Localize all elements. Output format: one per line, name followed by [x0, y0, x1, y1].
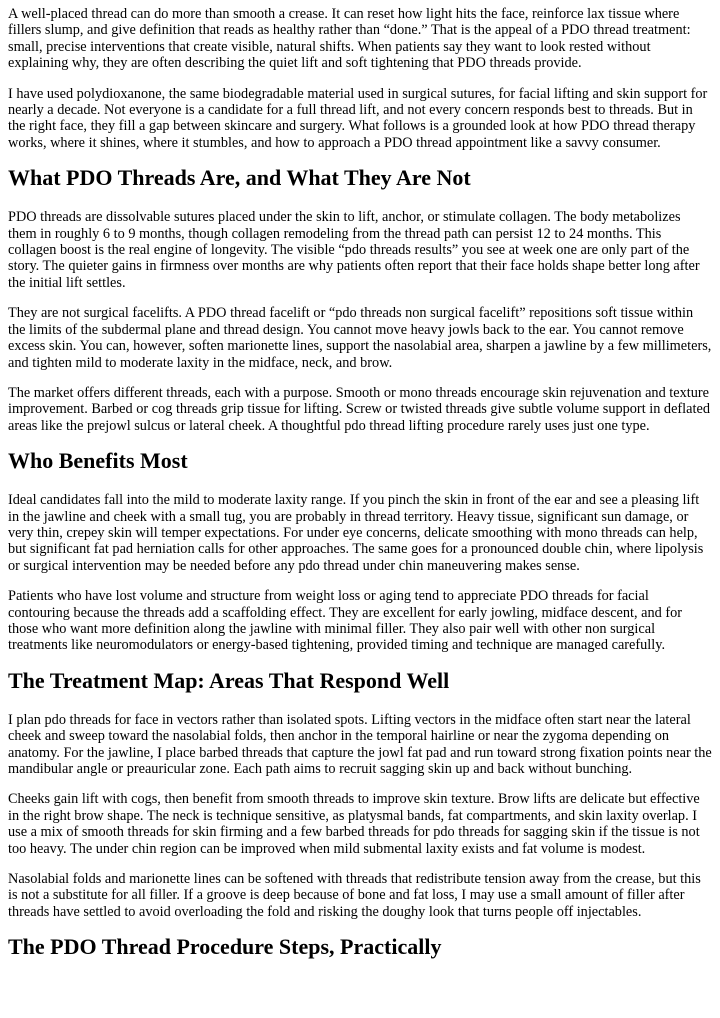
- body-paragraph: Cheeks gain lift with cogs, then benefit from smooth threads to improve skin texture. Brow lifts are delicate but effective in the right brow shape. The neck is technique sensitive, as platysmal bands, fat compartments, and skin laxity overlap. I use a mix of smooth threads for skin firming and a few barbed threads for pdo threads for sagging skin if the tissue is not too heavy. The under chin region can be improved when mild submental laxity exists and fat volume is modest.: [8, 791, 700, 857]
- body-paragraph: I plan pdo threads for face in vectors rather than isolated spots. Lifting vectors in the midface often start near the lateral cheek and sweep toward the nasolabial folds, then anchor in the temporal hairline or near the zygoma depending on anatomy. For the jawline, I place barbed threads that capture the jowl fat pad and run toward strong fixation points near the mandibular angle or preauricular zone. Each path aims to recruit sagging skin up and back without bunching.: [8, 711, 712, 777]
- body-paragraph: The market offers different threads, each with a purpose. Smooth or mono threads encourage skin rejuvenation and texture improvement. Barbed or cog threads grip tissue for lifting. Screw or twisted threads give subtle volume support in deflated areas like the prejowl sulcus or lateral cheek. A thoughtful pdo thread lifting procedure rarely uses just one type.: [8, 384, 710, 434]
- section-heading: Who Benefits Most: [8, 448, 188, 474]
- body-paragraph: Patients who have lost volume and structure from weight loss or aging tend to appreciate PDO threads for facial contouring because the threads add a scaffolding effect. They are excellent for early jowling, midface descent, and for those who want more definition along the jawline with minimal filler. They also pair well with other non surgical treatments like neuromodulators or energy-based tightening, provided timing and technique are managed carefully.: [8, 588, 683, 654]
- body-paragraph: Nasolabial folds and marionette lines can be softened with threads that redistribute tension away from the crease, but this is not a substitute for all filler. If a groove is deep because of bone and fat loss, I may use a small amount of filler after threads have settled to avoid overloading the fold and risking the doughy look that turns people off injectables.: [8, 871, 701, 920]
- treatment-map-section: [8, 668, 712, 920]
- who-benefits-section: [8, 448, 712, 654]
- body-paragraph: They are not surgical facelifts. A PDO thread facelift or “pdo threads non surgical facelift” repositions soft tissue within the limits of the subdermal plane and thread design. You cannot move heavy jowls back to the ear. You cannot remove excess skin. You can, however, soften marionette lines, support the nasolabial area, sharpen a jawline by a few millimeters, and tighten mild to moderate laxity in the midface, neck, and brow.: [8, 305, 712, 371]
- procedure-steps-section: [8, 934, 712, 960]
- body-paragraph: PDO threads are dissolvable sutures placed under the skin to lift, anchor, or stimulate collagen. The body metabolizes them in roughly 6 to 9 months, though collagen remodeling from the thread path can persist 12 to 24 months. This collagen boost is the real engine of longevity. The visible “pdo threads results” you see at week one are only part of the story. The quieter gains in firmness over months are why patients often report that their face holds shape better long after the initial lift settles.: [8, 209, 700, 291]
- intro-section: [8, 6, 712, 151]
- body-paragraph: Ideal candidates fall into the mild to moderate laxity range. If you pinch the skin in front of the ear and see a pleasing lift in the jawline and cheek with a small tug, you are probably in thread territory. Heavy tissue, significant sun damage, or very thin, crepey skin will temper expectations. For under eye concerns, delicate smoothing with mono threads can help, but significant fat pad herniation calls for other approaches. The same goes for a pronounced double chin, where lipolysis or surgical intervention may be needed before any pdo thread under chin maneuvering makes sense.: [8, 492, 704, 574]
- body-paragraph: I have used polydioxanone, the same biodegradable material used in surgical sutures, for facial lifting and skin support for nearly a decade. Not everyone is a candidate for a full thread lift, and not every concern responds best to threads. But in the right face, they fill a gap between skincare and surgery. What follows is a grounded look at how PDO thread therapy works, where it shines, where it stumbles, and how to approach a PDO thread appointment like a savvy consumer.: [8, 85, 708, 151]
- what-pdo-threads-are-section: [8, 165, 712, 434]
- section-heading: The PDO Thread Procedure Steps, Practically: [8, 934, 442, 960]
- body-paragraph: A well-placed thread can do more than smooth a crease. It can reset how light hits the face, reinforce lax tissue where fillers slump, and give definition that reads as healthy rather than “done.” That is the appeal of a PDO thread treatment: small, precise interventions that create visible, natural shifts. When patients say they want to look rested without explaining why, they are often describing the quiet lift and soft tightening that PDO threads provide.: [8, 6, 691, 72]
- section-heading: What PDO Threads Are, and What They Are Not: [8, 165, 471, 191]
- section-heading: The Treatment Map: Areas That Respond Well: [8, 667, 450, 693]
